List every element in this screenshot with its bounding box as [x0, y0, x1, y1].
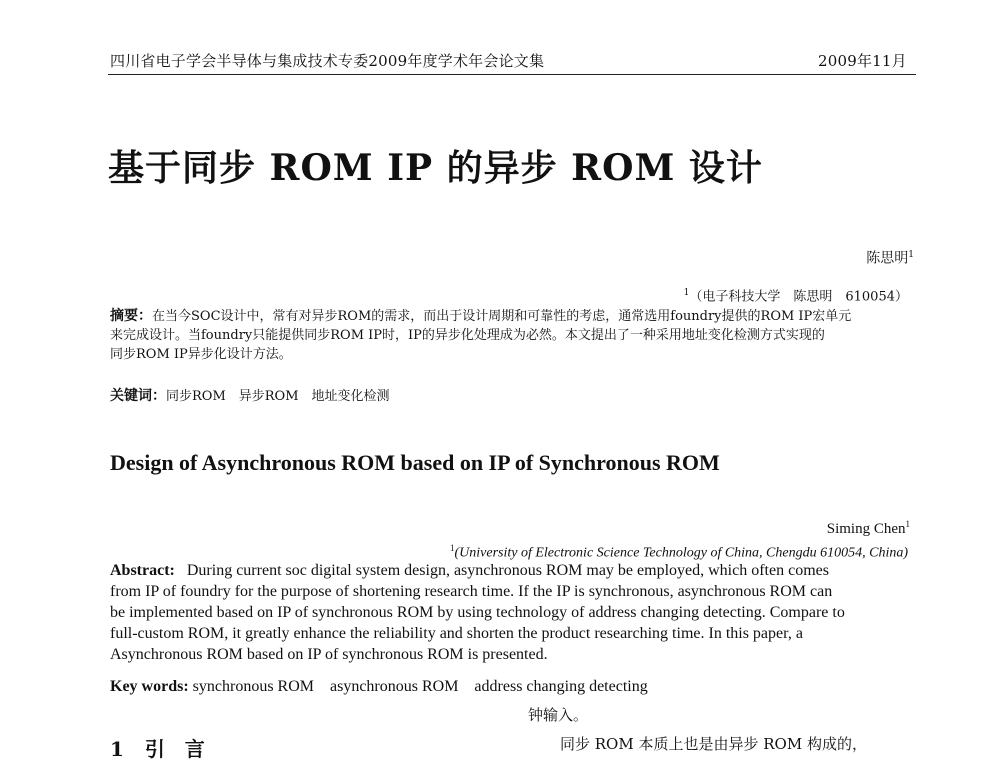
abstract-en-label: Abstract:: [110, 562, 175, 579]
abstract-en-line: Asynchronous ROM based on IP of synchronous ROM is presented.: [110, 646, 548, 663]
affiliation-en-sup: 1: [450, 543, 455, 553]
keywords-cn-text: 同步ROM 异步ROM 地址变化检测: [166, 389, 390, 404]
running-header-date: 2009年11月: [818, 52, 907, 70]
keywords-en-label: Key words:: [110, 678, 189, 695]
author-en-sup: 1: [905, 519, 910, 529]
paper-title-en: Design of Asynchronous ROM based on IP of Synchronous ROM: [110, 450, 720, 475]
author-cn-sup: 1: [908, 250, 914, 260]
abstract-en-line: full-custom ROM, it greatly enhance the reliability and shorten the product researching time. In this paper, a: [110, 625, 803, 642]
abstract-en: [110, 560, 910, 665]
author-en: [827, 514, 910, 540]
abstract-cn-line: 同步ROM IP异步化设计方法。: [110, 347, 292, 362]
keywords-cn-label: 关键词：: [110, 388, 166, 404]
abstract-cn: [110, 307, 910, 364]
body-text-line: 同步 ROM 本质上也是由异步 ROM 构成的，: [560, 735, 867, 753]
keywords-cn: [110, 387, 390, 406]
abstract-cn-label: 摘要：: [110, 308, 152, 324]
abstract-en-line: During current soc digital system design, asynchronous ROM may be employed, which often comes: [186, 562, 829, 579]
abstract-en-line: be implemented based on IP of synchronous ROM by using technology of address changing detecting. Compare to: [110, 604, 845, 621]
body-text-line: 钟输入。: [528, 706, 589, 724]
paper-title-cn: 基于同步 ROM IP 的异步 ROM 设计: [108, 147, 763, 189]
keywords-en: [110, 676, 648, 697]
author-cn: [866, 246, 914, 269]
section-number: 1: [110, 737, 124, 761]
affiliation-cn-sup: 1: [683, 288, 690, 298]
header-rule: [108, 74, 916, 75]
abstract-en-line: from IP of foundry for the purpose of shortening research time. If the IP is synchronous, asynchronous ROM can: [110, 583, 833, 600]
keywords-en-text: synchronous ROM asynchronous ROM address changing detecting: [192, 678, 648, 695]
abstract-cn-line: 来完成设计。当foundry只能提供同步ROM IP时，IP的异步化处理成为必然。本文提出了一种采用地址变化检测方式实现的: [110, 328, 825, 343]
section-heading: [110, 733, 205, 762]
author-cn-name: 陈思明: [866, 250, 909, 267]
affiliation-en-text: (University of Electronic Science Technology of China, Chengdu 610054, China): [454, 545, 908, 561]
section-title: 引 言: [144, 737, 205, 761]
affiliation-cn-text: （电子科技大学 陈思明 610054）: [689, 289, 908, 305]
abstract-cn-line: 在当今SOC设计中，常有对异步ROM的需求，而出于设计周期和可靠性的考虑，通常选用foundry提供的ROM IP宏单元: [152, 309, 852, 324]
running-header-left: 四川省电子学会半导体与集成技术专委2009年度学术年会论文集: [110, 52, 545, 70]
affiliation-cn: [684, 284, 908, 306]
author-en-name: Siming Chen: [826, 521, 906, 537]
